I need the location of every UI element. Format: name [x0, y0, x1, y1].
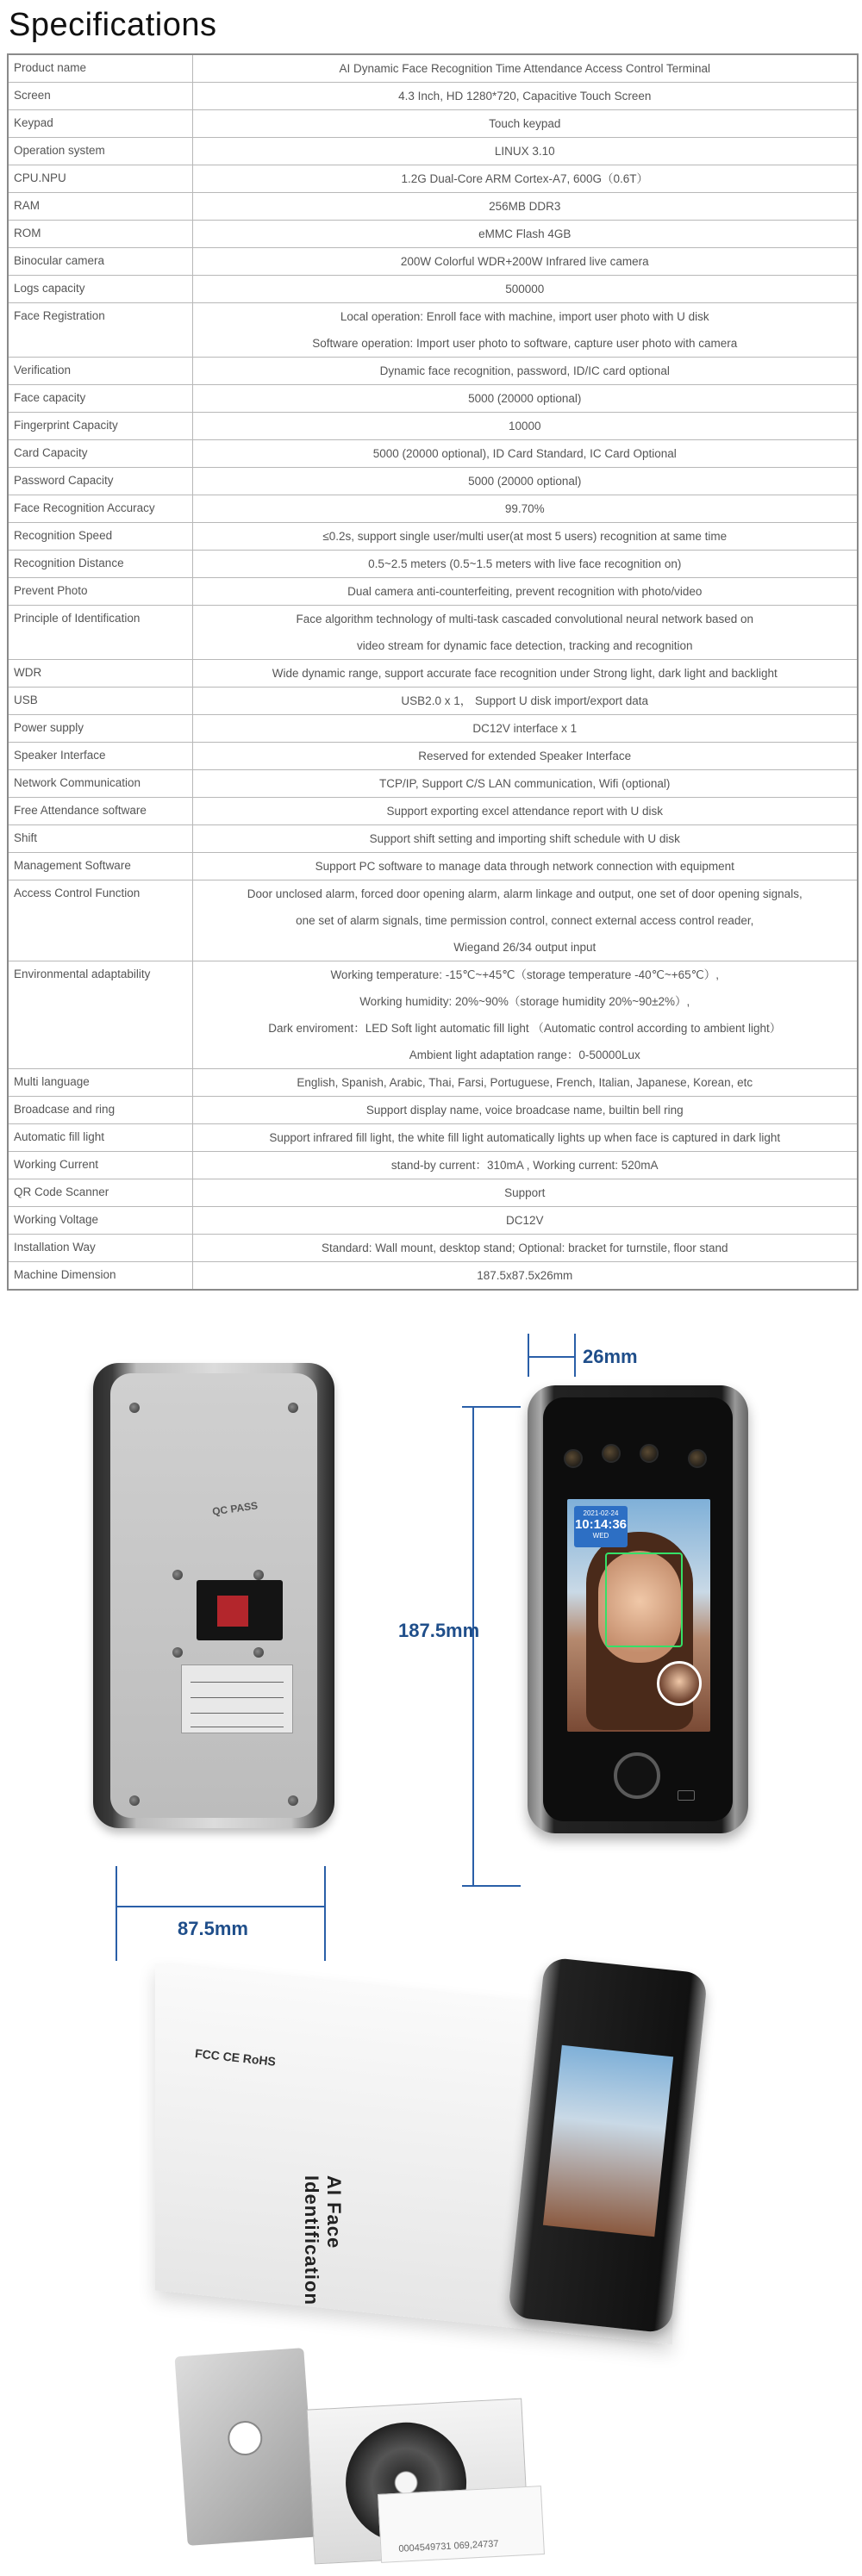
spec-label: Automatic fill light — [8, 1124, 192, 1152]
spec-label: Keypad — [8, 110, 192, 138]
spec-value-line: Dynamic face recognition, password, ID/IC card optional — [379, 364, 670, 377]
spec-value — [192, 413, 858, 440]
connector-port — [217, 1596, 248, 1627]
spec-row — [8, 358, 858, 385]
spec-label: Recognition Distance — [8, 551, 192, 578]
certification-marks: FCC CE RoHS — [194, 2046, 277, 2069]
spec-value — [192, 578, 858, 606]
spec-value — [192, 853, 858, 880]
sticker-line — [191, 1689, 284, 1698]
spec-value-line: Support display name, voice broadcase name, builtin bell ring — [365, 1104, 684, 1117]
width-dimension-right-tick — [324, 1866, 326, 1961]
height-dimension-label: 187.5mm — [398, 1620, 480, 1641]
spec-value-line: Ambient light adaptation range：0-50000Lux — [409, 1048, 640, 1061]
screw-icon — [129, 1795, 140, 1806]
spec-row — [8, 1069, 858, 1097]
spec-row — [8, 1179, 858, 1207]
screw-icon — [253, 1647, 264, 1658]
camera-icon — [564, 1449, 583, 1468]
qc-pass-stamp: QC PASS — [211, 1499, 259, 1518]
spec-value — [192, 358, 858, 385]
height-dimension-top-tick — [462, 1406, 521, 1408]
spec-value — [192, 1097, 858, 1124]
spec-value-line: Working humidity: 20%~90%（storage humidity 20%~90±2%）, — [359, 995, 690, 1008]
spec-value — [192, 1124, 858, 1152]
spec-value — [192, 1152, 858, 1179]
spec-value-line: video stream for dynamic face detection, tracking and recognition — [357, 639, 693, 652]
spec-row — [8, 138, 858, 165]
spec-label: Broadcase and ring — [8, 1097, 192, 1124]
width-dimension-label: 87.5mm — [178, 1918, 248, 1939]
spec-row — [8, 961, 858, 1069]
width-dimension-left-tick — [116, 1866, 117, 1961]
screen-time: 10:14:36 — [574, 1517, 628, 1532]
spec-value — [192, 221, 858, 248]
spec-row — [8, 83, 858, 110]
spec-label: ROM — [8, 221, 192, 248]
spec-value-line: LINUX 3.10 — [494, 145, 555, 158]
spec-row — [8, 303, 858, 358]
spec-row — [8, 798, 858, 825]
spec-label: Access Control Function — [8, 880, 192, 961]
screen-date: 2021-02-24 — [583, 1509, 619, 1517]
spec-row — [8, 551, 858, 578]
spec-value — [192, 825, 858, 853]
screw-icon — [253, 1570, 264, 1580]
spec-label: Multi language — [8, 1069, 192, 1097]
spec-row — [8, 825, 858, 853]
spec-value-line: 5000 (20000 optional) — [468, 475, 582, 488]
spec-label: Principle of Identification — [8, 606, 192, 660]
spec-value — [192, 798, 858, 825]
device-front — [528, 1385, 748, 1833]
sticker-line — [191, 1674, 284, 1683]
screw-icon — [288, 1795, 298, 1806]
spec-label: Face Recognition Accuracy — [8, 495, 192, 523]
spec-value-line: Standard: Wall mount, desktop stand; Optional: bracket for turnstile, floor stand — [322, 1241, 728, 1254]
spec-label: CPU.NPU — [8, 165, 192, 193]
spec-value — [192, 110, 858, 138]
device-back-panel — [93, 1363, 334, 1828]
depth-dimension-right-tick — [574, 1334, 576, 1377]
spec-row — [8, 1207, 858, 1235]
package-device-screen — [543, 2045, 673, 2237]
spec-row — [8, 495, 858, 523]
spec-value — [192, 193, 858, 221]
spec-row — [8, 660, 858, 688]
spec-label: Management Software — [8, 853, 192, 880]
spec-row — [8, 1152, 858, 1179]
recognized-face-thumbnail — [657, 1661, 702, 1706]
spec-value — [192, 138, 858, 165]
access-card — [378, 2486, 545, 2563]
device-front-glass — [543, 1397, 733, 1821]
spec-value-line: USB2.0 x 1， Support U disk import/export data — [401, 694, 649, 707]
spec-value-line: Support — [504, 1186, 546, 1199]
screw-icon — [172, 1570, 183, 1580]
spec-value-line: 0.5~2.5 meters (0.5~1.5 meters with live face recognition on) — [368, 557, 682, 570]
spec-value-line: Support exporting excel attendance report with U disk — [386, 805, 663, 818]
spec-value — [192, 1069, 858, 1097]
camera-icon — [688, 1449, 707, 1468]
spec-value-line: eMMC Flash 4GB — [478, 227, 572, 240]
spec-value-line: DC12V — [505, 1214, 544, 1227]
spec-value — [192, 385, 858, 413]
spec-value — [192, 1262, 858, 1291]
package-box-title — [300, 2175, 345, 2305]
spec-label: Machine Dimension — [8, 1262, 192, 1291]
spec-row — [8, 440, 858, 468]
spec-label: Power supply — [8, 715, 192, 743]
spec-value-line: AI Dynamic Face Recognition Time Attendance Access Control Terminal — [339, 62, 710, 75]
spec-row — [8, 1262, 858, 1291]
spec-label: Free Attendance software — [8, 798, 192, 825]
spec-value — [192, 165, 858, 193]
spec-value — [192, 770, 858, 798]
spec-label: Prevent Photo — [8, 578, 192, 606]
sticker-line — [191, 1705, 284, 1714]
spec-label: Shift — [8, 825, 192, 853]
device-screen — [567, 1499, 710, 1732]
spec-value — [192, 1235, 858, 1262]
spec-label: Speaker Interface — [8, 743, 192, 770]
spec-value-line: Dark enviroment：LED Soft light automatic fill light （Automatic control according to ambient light） — [268, 1022, 782, 1035]
spec-value-line: 99.70% — [504, 502, 545, 515]
spec-row — [8, 276, 858, 303]
spec-label: Password Capacity — [8, 468, 192, 495]
page-title: Specifications — [9, 7, 217, 43]
depth-dimension-line — [528, 1356, 576, 1358]
spec-value — [192, 54, 858, 83]
spec-label: Recognition Speed — [8, 523, 192, 551]
spec-value-line: 5000 (20000 optional) — [468, 392, 582, 405]
package-title-line1: AI Face — [323, 2175, 345, 2249]
spec-row — [8, 468, 858, 495]
spec-value-line: Reserved for extended Speaker Interface — [418, 750, 632, 762]
spec-label: Screen — [8, 83, 192, 110]
spec-value — [192, 303, 858, 358]
spec-value — [192, 551, 858, 578]
spec-row — [8, 880, 858, 961]
spec-row — [8, 523, 858, 551]
spec-row — [8, 715, 858, 743]
spec-label: WDR — [8, 660, 192, 688]
spec-value — [192, 961, 858, 1069]
spec-row — [8, 853, 858, 880]
spec-value-line: 1.2G Dual-Core ARM Cortex-A7, 600G（0.6T） — [401, 172, 649, 185]
spec-label: Environmental adaptability — [8, 961, 192, 1069]
spec-row — [8, 221, 858, 248]
spec-label: Fingerprint Capacity — [8, 413, 192, 440]
spec-value — [192, 743, 858, 770]
screen-day: WED — [592, 1532, 609, 1540]
device-back-plate — [110, 1373, 317, 1818]
spec-value-line: Door unclosed alarm, forced door opening alarm, alarm linkage and output, one set of door opening signals, — [247, 887, 803, 900]
cable-connector — [197, 1580, 283, 1640]
spec-value-line: Software operation: Import user photo to software, capture user photo with camera — [312, 337, 738, 350]
spec-label: QR Code Scanner — [8, 1179, 192, 1207]
wiring-label-sticker — [181, 1664, 293, 1733]
spec-row — [8, 193, 858, 221]
spec-value-line: Touch keypad — [489, 117, 561, 130]
spec-row — [8, 1235, 858, 1262]
product-images — [0, 1292, 862, 2576]
spec-row — [8, 110, 858, 138]
screw-icon — [129, 1403, 140, 1413]
screen-clock — [574, 1506, 628, 1547]
spec-value — [192, 440, 858, 468]
spec-row — [8, 248, 858, 276]
spec-value-line: 187.5x87.5x26mm — [477, 1269, 573, 1282]
spec-value-line: 5000 (20000 optional), ID Card Standard, IC Card Optional — [372, 447, 677, 460]
spec-label: USB — [8, 688, 192, 715]
specifications-table — [7, 53, 859, 1291]
spec-label: Face capacity — [8, 385, 192, 413]
spec-value — [192, 1179, 858, 1207]
spec-value-line: Wide dynamic range, support accurate face recognition under Strong light, dark light and backlight — [272, 667, 778, 680]
spec-label: Product name — [8, 54, 192, 83]
sticker-line — [191, 1719, 284, 1727]
spec-label: RAM — [8, 193, 192, 221]
spec-value-line: stand-by current：310mA , Working current: 520mA — [390, 1159, 659, 1172]
spec-value — [192, 660, 858, 688]
spec-row — [8, 1097, 858, 1124]
spec-row — [8, 688, 858, 715]
height-dimension-line — [472, 1406, 474, 1887]
spec-value — [192, 688, 858, 715]
spec-value-line: TCP/IP, Support C/S LAN communication, Wifi (optional) — [379, 777, 671, 790]
spec-label: Binocular camera — [8, 248, 192, 276]
spec-value — [192, 1207, 858, 1235]
bracket-hole — [227, 2420, 264, 2457]
height-dimension-bottom-tick — [462, 1885, 521, 1887]
spec-label: Network Communication — [8, 770, 192, 798]
spec-value — [192, 248, 858, 276]
spec-row — [8, 743, 858, 770]
spec-value — [192, 606, 858, 660]
spec-value — [192, 880, 858, 961]
face-detection-box — [605, 1552, 683, 1647]
fingerprint-sensor-icon — [614, 1752, 660, 1799]
spec-value-line: Local operation: Enroll face with machine, import user photo with U disk — [340, 310, 709, 323]
depth-dimension-left-tick — [528, 1334, 529, 1377]
spec-value-line: 256MB DDR3 — [489, 200, 561, 213]
spec-value-line: Wiegand 26/34 output input — [453, 941, 597, 954]
spec-label: Operation system — [8, 138, 192, 165]
access-card-number: 0004549731 069,24737 — [398, 2538, 499, 2554]
spec-label: Face Registration — [8, 303, 192, 358]
spec-value-line: DC12V interface x 1 — [472, 722, 578, 735]
spec-value-line: 500000 — [505, 283, 545, 296]
spec-value-line: one set of alarm signals, time permission control, connect external access control reader, — [296, 914, 754, 927]
spec-label: Installation Way — [8, 1235, 192, 1262]
spec-row — [8, 578, 858, 606]
rfid-icon — [678, 1790, 695, 1801]
spec-value-line: Support PC software to manage data through network connection with equipment — [315, 860, 734, 873]
spec-value-line: Support infrared fill light, the white fill light automatically lights up when face is captured in dark light — [269, 1131, 781, 1144]
spec-label: Verification — [8, 358, 192, 385]
spec-value-line: Face algorithm technology of multi-task cascaded convolutional neural network based on — [296, 613, 754, 625]
spec-value — [192, 83, 858, 110]
spec-row — [8, 165, 858, 193]
spec-value-line: ≤0.2s, support single user/multi user(at most 5 users) recognition at same time — [322, 530, 728, 543]
spec-label: Logs capacity — [8, 276, 192, 303]
spec-label: Working Voltage — [8, 1207, 192, 1235]
spec-label: Working Current — [8, 1152, 192, 1179]
spec-value-line: Support shift setting and importing shift schedule with U disk — [369, 832, 680, 845]
spec-value-line: 200W Colorful WDR+200W Infrared live camera — [400, 255, 649, 268]
width-dimension-line — [116, 1906, 326, 1907]
spec-row — [8, 606, 858, 660]
spec-value-line: 10000 — [508, 420, 541, 432]
spec-row — [8, 54, 858, 83]
depth-dimension-label: 26mm — [583, 1346, 638, 1367]
spec-value — [192, 276, 858, 303]
spec-value — [192, 715, 858, 743]
spec-value — [192, 468, 858, 495]
spec-value-line: English, Spanish, Arabic, Thai, Farsi, Portuguese, French, Italian, Japanese, Korean, etc — [297, 1076, 753, 1089]
spec-value — [192, 495, 858, 523]
package-title-line2: Identification — [301, 2175, 322, 2305]
camera-icon — [602, 1444, 621, 1463]
spec-value — [192, 523, 858, 551]
spec-row — [8, 770, 858, 798]
spec-row — [8, 385, 858, 413]
camera-icon — [640, 1444, 659, 1463]
screw-icon — [172, 1647, 183, 1658]
spec-value-line: Dual camera anti-counterfeiting, prevent recognition with photo/video — [347, 585, 703, 598]
spec-row — [8, 1124, 858, 1152]
screw-icon — [288, 1403, 298, 1413]
spec-label: Card Capacity — [8, 440, 192, 468]
spec-value-line: Working temperature: -15℃~+45℃（storage temperature -40℃~+65℃）, — [330, 968, 720, 981]
spec-value-line: 4.3 Inch, HD 1280*720, Capacitive Touch Screen — [398, 90, 652, 103]
mounting-bracket — [175, 2348, 317, 2546]
spec-row — [8, 413, 858, 440]
